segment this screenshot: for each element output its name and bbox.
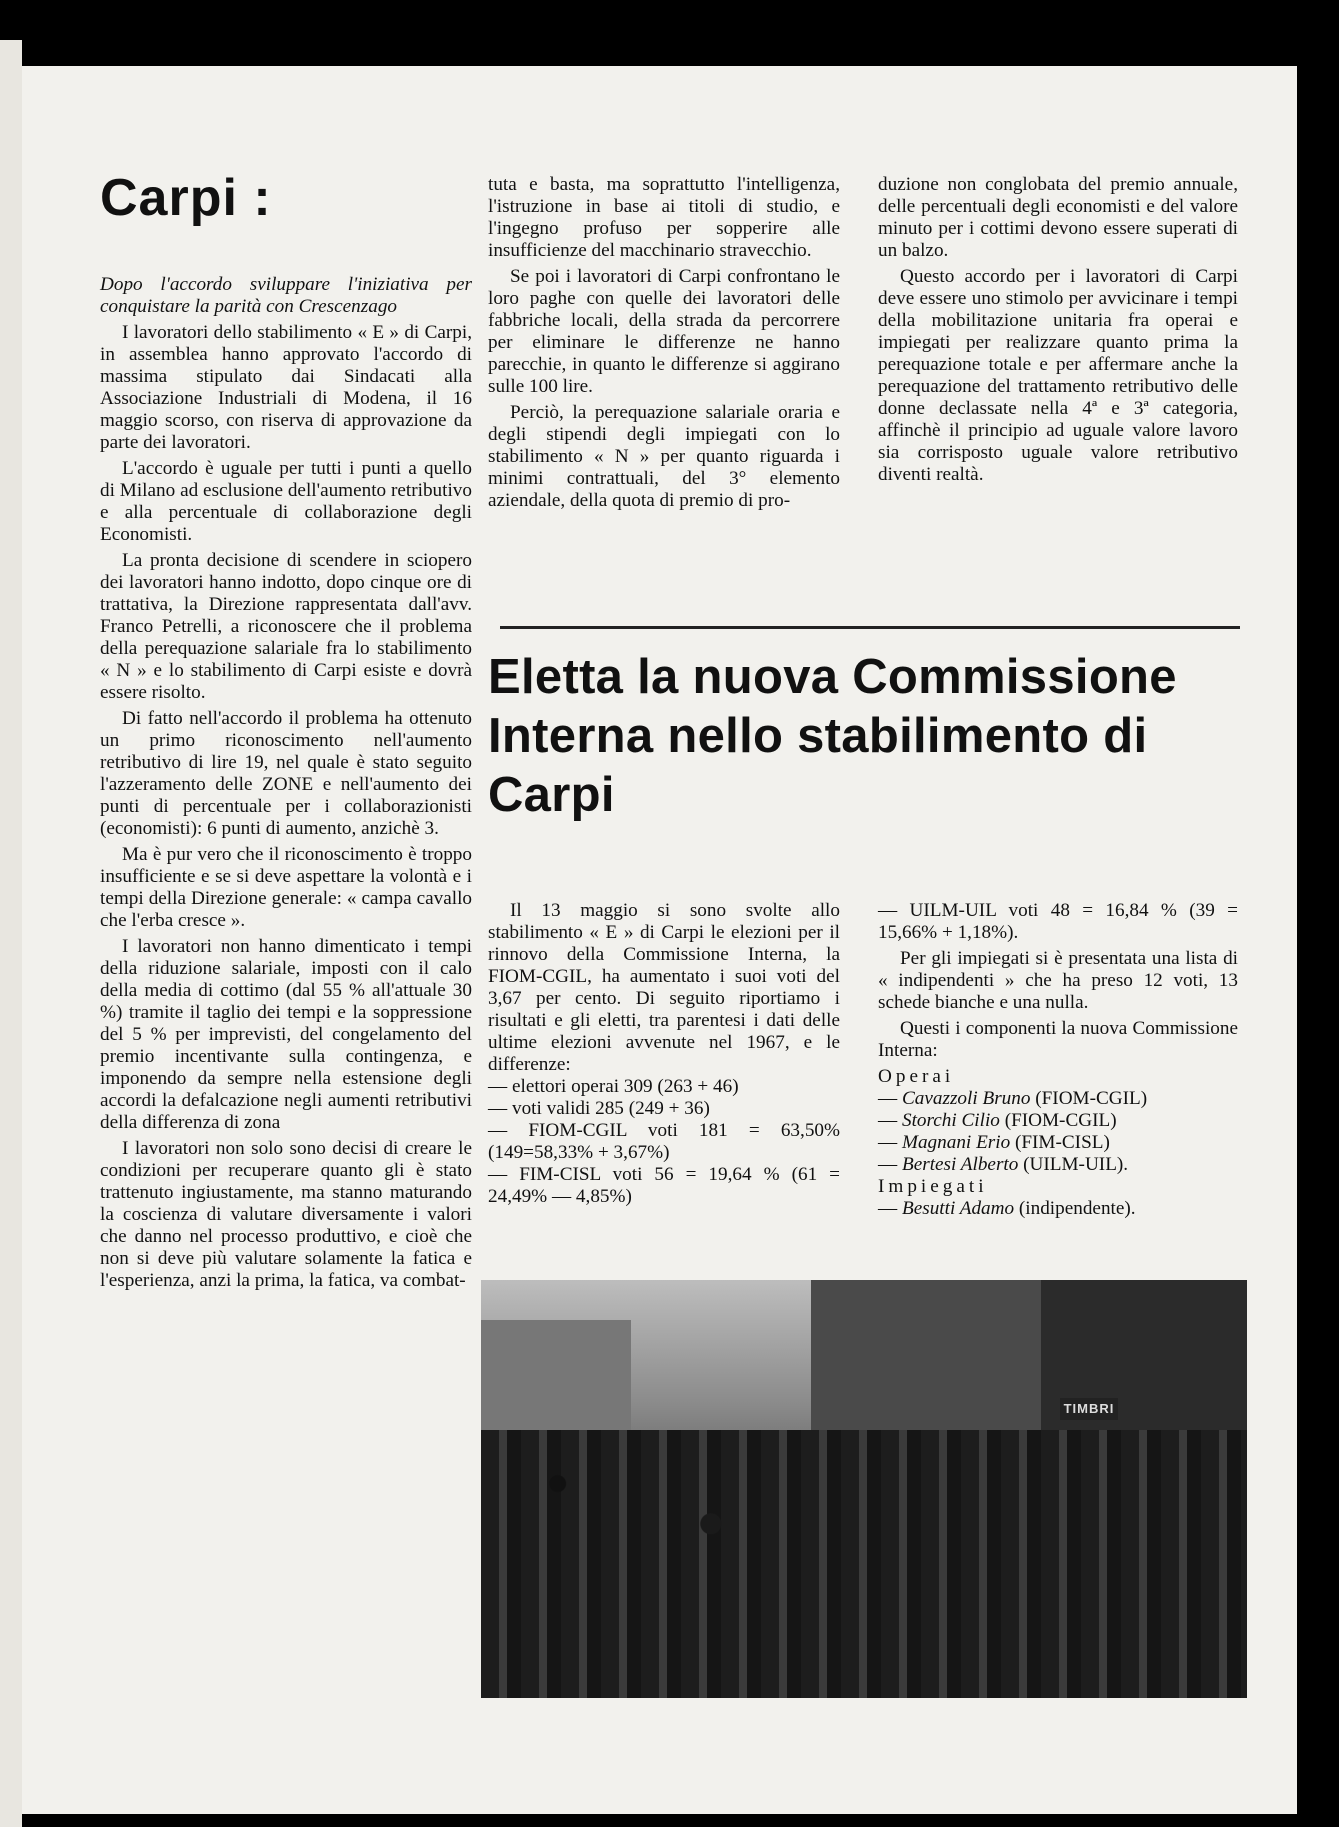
magazine-page xyxy=(22,66,1297,1814)
impiegati-label: Impiegati xyxy=(878,1176,988,1197)
body-paragraph: Di fatto nell'accordo il problema ha ottenuto un primo riconoscimento nell'aumento retributivo di lire 19, nel quale è stato seguito l'azzeramento delle ZONE e nell'aumento dei punti di percentuale per i collaborazionisti (economisti): 6 punti di aumento, anzichè 3. xyxy=(100,708,472,839)
article-left-column xyxy=(488,900,840,1208)
impiegati-note: Per gli impiegati si è presentata una lista di « indipendenti » che ha preso 12 voti, 13 schede bianche e una nulla. xyxy=(878,948,1238,1013)
column-2 xyxy=(488,174,840,512)
page-left-edge xyxy=(0,40,22,1827)
member-item: — Storchi Cilio (FIOM-CGIL) xyxy=(878,1110,1117,1131)
member-union: (FIOM-CGIL) xyxy=(1035,1088,1148,1109)
member-item: — Cavazzoli Bruno (FIOM-CGIL) xyxy=(878,1088,1148,1109)
body-paragraph: Questo accordo per i lavoratori di Carpi deve essere uno stimolo per avvicinare i tempi della mobilitazione unitaria fra operai e impiegati per realizzare quanto prima la perequazione totale e per affermare anche la perequazione del trattamento retributivo delle donne declassate nella 4ª e 3ª categoria, affinchè il principio ad uguale valore lavoro sia corrisposto uguale valore retributivo diventi realtà. xyxy=(878,266,1238,485)
member-item: — Bertesi Alberto (UILM-UIL). xyxy=(878,1154,1129,1175)
operai-label: Operai xyxy=(878,1066,955,1087)
member-union: (FIM-CISL) xyxy=(1014,1132,1110,1153)
article-right-column xyxy=(878,900,1238,1220)
results-list xyxy=(488,1076,840,1208)
operai-list xyxy=(878,1088,1238,1176)
body-paragraph: L'accordo è uguale per tutti i punti a quello di Milano ad esclusione dell'aumento retributivo e alla percentuale di collaborazione degli Economisti. xyxy=(100,458,472,545)
member-union: (UILM-UIL). xyxy=(1023,1154,1129,1175)
member-union: (indipendente). xyxy=(1018,1198,1136,1219)
body-paragraph: I lavoratori non hanno dimenticato i tempi della riduzione salariale, imposti con il calo della media di cottimo (dal 55 % all'attuale 30 %) tramite il taglio dei tempi e la soppressione del 5 % per imprevisti, del congelamento del premio incentivante sulla contingenza, e imponendo da sempre nella estensione degli accordi la defalcazione negli aumenti retributivi della differenza di zona xyxy=(100,936,472,1133)
result-item: — elettori operai 309 (263 + 46) xyxy=(488,1076,739,1097)
member-name: Bertesi Alberto xyxy=(901,1154,1019,1175)
impiegati-list xyxy=(878,1198,1238,1220)
member-name: Storchi Cilio xyxy=(901,1110,1000,1131)
member-item: — Magnani Erio (FIM-CISL) xyxy=(878,1132,1110,1153)
result-item: — voti validi 285 (249 + 36) xyxy=(488,1098,710,1119)
body-paragraph: tuta e basta, ma soprattutto l'intelligenza, l'istruzione in base ai titoli di studio, e l'ingegno profuso per sopperire alle insufficienze del macchinario stravecchio. xyxy=(488,174,840,261)
member-name: Besutti Adamo xyxy=(901,1198,1015,1219)
column-3 xyxy=(878,174,1238,486)
body-paragraph: I lavoratori dello stabilimento « E » di Carpi, in assemblea hanno approvato l'accordo di massima stipulato dai Sindacati alla Associazione Industriali di Modena, il 16 maggio scorso, con riserva di approvazione da parte dei lavoratori. xyxy=(100,322,472,453)
article-intro: Il 13 maggio si sono svolte allo stabilimento « E » di Carpi le elezioni per il rinnovo della Commissione Interna, la FIOM-CGIL, ha aumentato i suoi voti del 3,67 per cento. Di seguito riportiamo i risultati e gli eletti, tra parentesi i dati delle ultime elezioni avvenute nel 1967, e le differenze: xyxy=(488,900,840,1075)
member-name: Magnani Erio xyxy=(901,1132,1011,1153)
body-paragraph: I lavoratori non solo sono decisi di creare le condizioni per recuperare quanto gli è stato trattenuto ingiustamente, ma stanno maturando la coscienza di valutare diversamente i valori che danno nel processo produttivo, e cioè che non si deve più valutare solamente la fatica e l'esperienza, anzi la prima, la fatica, va combat- xyxy=(100,1138,472,1291)
lead-paragraph: Dopo l'accordo sviluppare l'iniziativa per conquistare la parità con Crescenzago xyxy=(100,274,472,317)
result-item: — FIM-CISL voti 56 = 19,64 % (61 = 24,49% — 4,85%) xyxy=(488,1164,840,1207)
member-name: Cavazzoli Bruno xyxy=(901,1088,1031,1109)
member-union: (FIOM-CGIL) xyxy=(1004,1110,1117,1131)
result-item: — FIOM-CGIL voti 181 = 63,50% (149=58,33% + 3,67%) xyxy=(488,1120,840,1163)
member-item: — Besutti Adamo (indipendente). xyxy=(878,1198,1136,1219)
article-headline: Eletta la nuova Commissione Interna nello stabilimento di Carpi xyxy=(488,650,1177,822)
section-divider xyxy=(500,626,1240,629)
carpi-kicker-title: Carpi : xyxy=(100,169,272,227)
body-paragraph: Perciò, la perequazione salariale oraria e degli stipendi degli impiegati con lo stabilimento « N » per quanto riguarda i minimi contrattuali, del 3° elemento aziendale, della quota di premio di pro- xyxy=(488,402,840,511)
shop-sign: TIMBRI xyxy=(1060,1398,1118,1420)
body-paragraph: La pronta decisione di scendere in sciopero dei lavoratori hanno indotto, dopo cinque ore di trattativa, la Direzione rappresentata dall'avv. Franco Petrelli, a riconoscere che il problema della perequazione salariale fra lo stabilimento « N » e lo stabilimento di Carpi esiste e dovrà essere risolto. xyxy=(100,550,472,703)
body-paragraph: Ma è pur vero che il riconoscimento è troppo insufficiente e se si deve aspettare la volontà e i tempi della Direzione generale: « campa cavallo che l'erba cresce ». xyxy=(100,844,472,931)
body-paragraph: duzione non conglobata del premio annuale, delle percentuali degli economisti e del valore minuto per i cottimi devono essere superati di un balzo. xyxy=(878,174,1238,261)
crowd-photo xyxy=(481,1280,1247,1698)
photo-crowd xyxy=(481,1430,1247,1698)
body-paragraph: Se poi i lavoratori di Carpi confrontano le loro paghe con quelle dei lavoratori delle fabbriche locali, della strada da percorrere per eliminare le differenze ne hanno parecchie, in quanto le differenze si aggirano sulle 100 lire. xyxy=(488,266,840,397)
uilm-result: — UILM-UIL voti 48 = 16,84 % (39 = 15,66% + 1,18%). xyxy=(878,900,1238,943)
column-1 xyxy=(100,274,472,1292)
components-intro: Questi i componenti la nuova Commissione Interna: xyxy=(878,1018,1238,1061)
